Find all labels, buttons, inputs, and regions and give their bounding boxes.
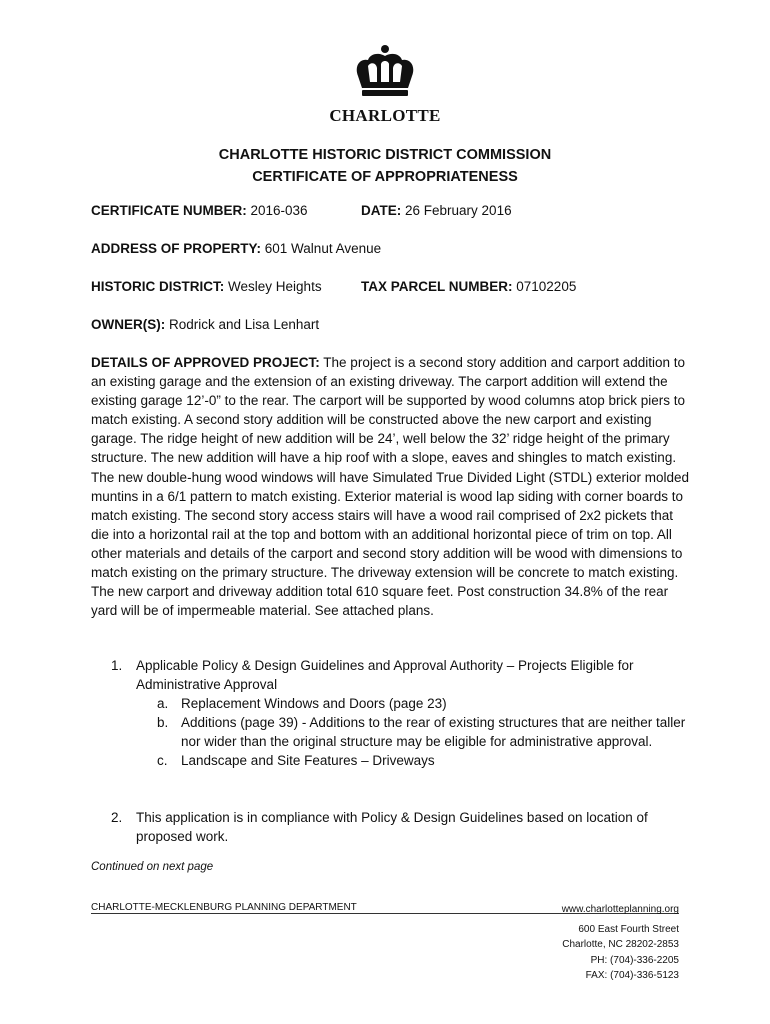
historic-district-label: HISTORIC DISTRICT: [91, 279, 225, 294]
footer-contact [562, 902, 679, 984]
project-details [91, 353, 691, 620]
historic-district-row [91, 279, 322, 294]
historic-district-value: Wesley Heights [228, 279, 322, 294]
address-value: 601 Walnut Avenue [264, 241, 382, 256]
sub-list-item-label: c. [157, 753, 168, 769]
list-item-number: 1. [111, 658, 123, 673]
tax-parcel-label: TAX PARCEL NUMBER: [361, 279, 513, 294]
tax-parcel-value: 07102205 [516, 279, 577, 294]
crown-icon [350, 44, 420, 104]
continued-note: Continued on next page [91, 861, 214, 873]
owner-row [91, 317, 319, 332]
owner-value: Rodrick and Lisa Lenhart [169, 317, 320, 332]
footer-address-line1: 600 East Fourth Street [578, 923, 679, 935]
footer-website[interactable]: www.charlotteplanning.org [561, 904, 679, 915]
footer-department: CHARLOTTE-MECKLENBURG PLANNING DEPARTMENT [91, 902, 357, 913]
address-row [91, 241, 381, 256]
list-item-text: Applicable Policy & Design Guidelines and Approval Authority – Projects Eligible for Administrative Approval [136, 658, 634, 693]
sub-list-item [157, 751, 691, 770]
footer-address-line2: Charlotte, NC 28202-2853 [562, 939, 679, 950]
list-item-text: This application is in compliance with Policy & Design Guidelines based on location of proposed work. [136, 810, 648, 845]
sub-list-item-label: b. [157, 715, 169, 731]
commission-title: CHARLOTTE HISTORIC DISTRICT COMMISSION [218, 147, 552, 163]
tax-parcel-row [361, 279, 576, 294]
list-item [91, 808, 691, 846]
certificate-number-row [91, 203, 308, 218]
project-details-text: The project is a second story addition and carport addition to an existing garage and the extension of an existing driveway. The carport addition will extend the existing garage 12’-0” to the rear. The carport will be supported by wood columns atop brick piers to match existing. A second story addition will be constructed above the new carport and existing garage. The ridge height of new addition will be 24’, well below the 32’ ridge height of the primary structure. The new addition will have a hip roof with a slope, eaves and shingles to match existing. The new double-hung wood windows will have Simulated True Divided Light (STDL) exterior molded muntins in a 6/1 pattern to match existing. Exterior material is wood lap siding with corner boards to match existing. The second story access stairs will have a wood rail comprised of 2x2 pickets that die into a horizontal rail at the top and bottom with an additional horizontal piece of trim on top. All other materials and details of the carport and second story addition will be wood with dimensions to match existing on the primary structure. The driveway extension will be concrete to match existing. The new carport and driveway addition total 610 square feet. Post construction 34.8% of the rear yard will be of impermeable material. See attached plans. [91, 355, 690, 619]
certificate-number-value: 2016-036 [250, 203, 308, 218]
charlotte-crown-logo [340, 44, 430, 104]
sub-list-item [157, 713, 691, 751]
logo-wordmark: CHARLOTTE [329, 106, 441, 125]
sub-list-item-text: Additions (page 39) - Additions to the rear of existing structures that are neither taller nor wider than the original structure may be eligible for administrative approval. [181, 715, 686, 750]
address-label: ADDRESS OF PROPERTY: [91, 241, 262, 256]
footer-phone: PH: (704)-336-2205 [590, 954, 679, 966]
date-value: 26 February 2016 [405, 203, 512, 218]
project-details-label: DETAILS OF APPROVED PROJECT: [91, 355, 320, 370]
sub-list-item [157, 694, 691, 713]
list-item [91, 656, 691, 771]
sub-list-item-text: Landscape and Site Features – Driveways [181, 753, 435, 769]
owner-label: OWNER(S): [91, 317, 166, 332]
sub-list-item-label: a. [157, 696, 169, 712]
list-item-number: 2. [111, 810, 123, 825]
sub-list-item-text: Replacement Windows and Doors (page 23) [181, 696, 447, 712]
date-row [361, 203, 512, 218]
footer-fax: FAX: (704)-336-5123 [585, 970, 679, 981]
date-label: DATE: [361, 203, 402, 218]
certificate-number-label: CERTIFICATE NUMBER: [91, 203, 247, 218]
certificate-title: CERTIFICATE OF APPROPRIATENESS [252, 169, 518, 185]
